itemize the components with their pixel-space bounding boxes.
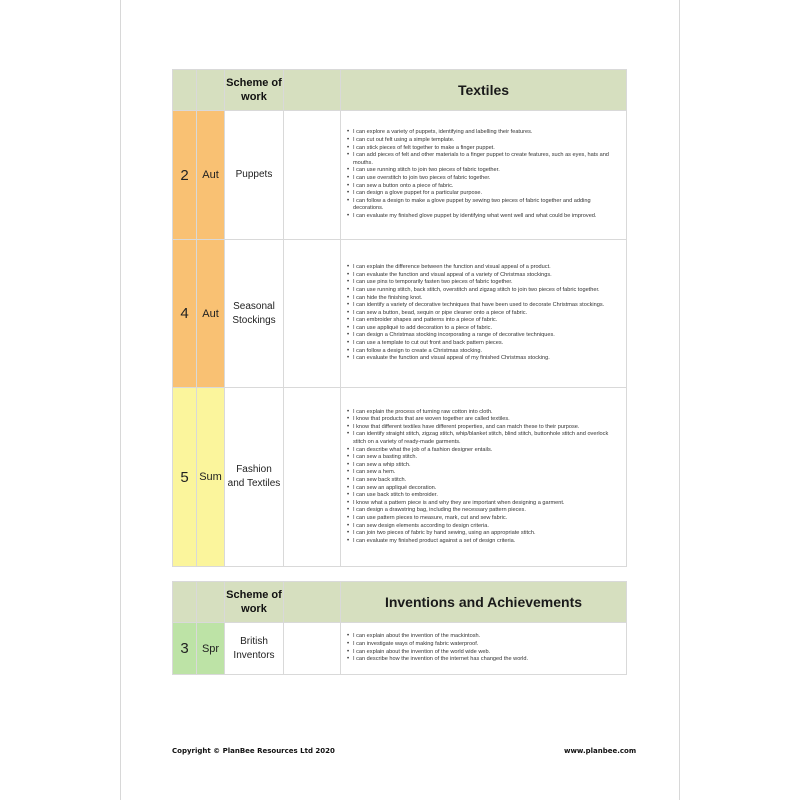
scheme-name-cell: British Inventors [225, 623, 284, 675]
objective-item: • I can explain the process of turning raw cotton into cloth. [347, 409, 620, 417]
objective-item: • I can follow a design to make a glove puppet by sewing two pieces of fabric together and adding decorations. [347, 198, 620, 213]
objective-item: • I can sew a basting stitch. [347, 454, 620, 462]
term-cell: Spr [197, 623, 225, 675]
objective-item: • I can explain about the invention of the world wide web. [347, 649, 620, 657]
objective-item: • I can investigate ways of making fabric waterproof. [347, 641, 620, 649]
objective-item: • I can follow a design to create a Christmas stocking. [347, 348, 620, 356]
objective-item: • I can design a Christmas stocking incorporating a range of decorative techniques. [347, 332, 620, 340]
scheme-name-cell: Seasonal Stockings [225, 240, 284, 388]
objective-item: • I know what a pattern piece is and why they are important when designing a garment. [347, 500, 620, 508]
term-cell: Sum [197, 388, 225, 567]
objective-item: • I know that different textiles have different properties, and can match these to their purpose. [347, 424, 620, 432]
topic-title: Textiles [341, 70, 627, 111]
objective-item: • I can explain the difference between the function and visual appeal of a product. [347, 264, 620, 272]
objectives-list [347, 633, 620, 663]
objective-item: • I can identify a variety of decorative techniques that have been used to decorate Christmas stockings. [347, 302, 620, 310]
year-cell: 2 [173, 111, 197, 240]
blank-cell [284, 388, 341, 567]
objective-item: • I can sew an appliqué decoration. [347, 485, 620, 493]
objective-item: • I can sew a whip stitch. [347, 462, 620, 470]
objective-item: • I can use back stitch to embroider. [347, 492, 620, 500]
year-cell: 3 [173, 623, 197, 675]
objective-item: • I can sew a hem. [347, 469, 620, 477]
header-blank-cell [284, 582, 341, 623]
objectives-cell [341, 388, 627, 567]
scheme-name-cell: Puppets [225, 111, 284, 240]
objective-item: • I can cut out felt using a simple template. [347, 137, 620, 145]
scheme-of-work-label: Scheme of work [225, 70, 284, 111]
objective-item: • I can evaluate my finished product against a set of design criteria. [347, 538, 620, 546]
blank-cell [284, 623, 341, 675]
objective-item: • I can describe how the invention of the internet has changed the world. [347, 656, 620, 664]
objective-item: • I can explain about the invention of the mackintosh. [347, 633, 620, 641]
objective-item: • I can sew a button onto a piece of fabric. [347, 183, 620, 191]
objective-item: • I can design a drawstring bag, including the necessary pattern pieces. [347, 507, 620, 515]
year-cell: 4 [173, 240, 197, 388]
objective-item: • I can use running stitch, back stitch, overstitch and zigzag stitch to join two pieces of fabric together. [347, 287, 620, 295]
table-row [173, 240, 627, 388]
copyright-text: Copyright © PlanBee Resources Ltd 2020 [172, 747, 335, 755]
objective-item: • I can evaluate the function and visual appeal of a variety of Christmas stockings. [347, 272, 620, 280]
year-cell: 5 [173, 388, 197, 567]
objective-item: • I can evaluate my finished glove puppet by identifying what went well and what could be improved. [347, 213, 620, 221]
header-blank-cell [197, 70, 225, 111]
objective-item: • I know that products that are woven together are called textiles. [347, 416, 620, 424]
blank-cell [284, 240, 341, 388]
table-row [173, 623, 627, 675]
header-blank-cell [173, 70, 197, 111]
blank-cell [284, 111, 341, 240]
objective-item: • I can use pattern pieces to measure, mark, cut and sew fabric. [347, 515, 620, 523]
table-header-row [173, 582, 627, 623]
objective-item: • I can describe what the job of a fashion designer entails. [347, 447, 620, 455]
objective-item: • I can sew a button, bead, sequin or pipe cleaner onto a piece of fabric. [347, 310, 620, 318]
term-cell: Aut [197, 111, 225, 240]
objective-item: • I can use a template to cut out front and back pattern pieces. [347, 340, 620, 348]
header-blank-cell [197, 582, 225, 623]
objectives-list [347, 264, 620, 363]
objective-item: • I can use pins to temporarily fasten two pieces of fabric together. [347, 279, 620, 287]
header-blank-cell [284, 70, 341, 111]
objectives-cell [341, 623, 627, 675]
objective-item: • I can use running stitch to join two pieces of fabric together. [347, 167, 620, 175]
scheme-of-work-label: Scheme of work [225, 582, 284, 623]
objective-item: • I can sew design elements according to design criteria. [347, 523, 620, 531]
objectives-list [347, 409, 620, 546]
objective-item: • I can identify straight stitch, zigzag stitch, whip/blanket stitch, blind stitch, buttonhole stitch and overlock stitch on a variety of ready-made garments. [347, 431, 620, 446]
objective-item: • I can stick pieces of felt together to make a finger puppet. [347, 145, 620, 153]
objective-item: • I can add pieces of felt and other materials to a finger puppet to create features, such as eyes, hats and mouths. [347, 152, 620, 167]
textiles-table [172, 69, 627, 567]
objectives-list [347, 129, 620, 220]
objective-item: • I can explore a variety of puppets, identifying and labelling their features. [347, 129, 620, 137]
table-row [173, 111, 627, 240]
objective-item: • I can use appliqué to add decoration to a piece of fabric. [347, 325, 620, 333]
scheme-name-cell: Fashion and Textiles [225, 388, 284, 567]
table-header-row [173, 70, 627, 111]
topic-title: Inventions and Achievements [341, 582, 627, 623]
header-blank-cell [173, 582, 197, 623]
table-row [173, 388, 627, 567]
website-text: www.planbee.com [564, 747, 637, 755]
objective-item: • I can evaluate the function and visual appeal of my finished Christmas stocking. [347, 355, 620, 363]
objective-item: • I can join two pieces of fabric by hand sewing, using an appropriate stitch. [347, 530, 620, 538]
objective-item: • I can embroider shapes and patterns into a piece of fabric. [347, 317, 620, 325]
objectives-cell [341, 240, 627, 388]
inventions-table [172, 581, 627, 675]
objective-item: • I can hide the finishing knot. [347, 295, 620, 303]
objective-item: • I can sew back stitch. [347, 477, 620, 485]
objective-item: • I can design a glove puppet for a particular purpose. [347, 190, 620, 198]
objectives-cell [341, 111, 627, 240]
term-cell: Aut [197, 240, 225, 388]
objective-item: • I can use overstitch to join two pieces of fabric together. [347, 175, 620, 183]
